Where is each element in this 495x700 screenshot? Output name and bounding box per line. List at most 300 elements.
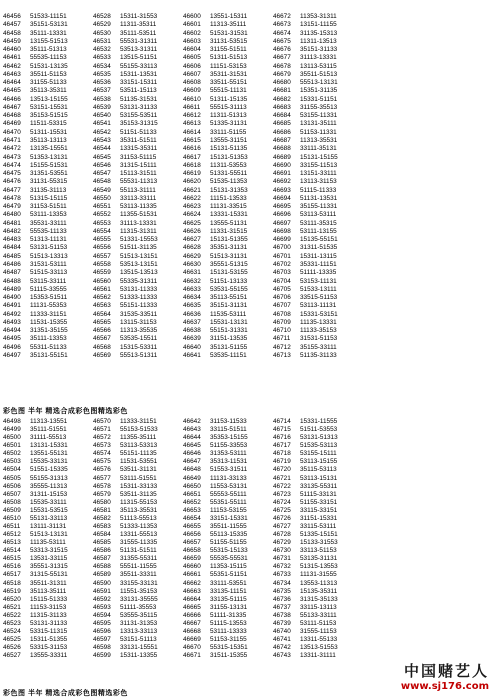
result-code: 11333-31151 [30,310,67,318]
result-code: 55535-55531 [210,555,248,563]
result-code: 53131-11333 [120,285,158,293]
issue-number: 46676 [273,46,291,54]
table-row [3,442,492,450]
issue-number: 46715 [273,426,291,434]
result-code: 31153-11533 [210,418,247,425]
result-code: 11535-53111 [210,310,247,318]
issue-number: 46612 [183,112,201,120]
result-code: 53111-35315 [300,219,337,227]
table-row [3,261,492,269]
issue-number: 46699 [273,236,291,244]
issue-number: 46742 [273,644,291,652]
issue-number: 46552 [93,211,111,219]
result-code: 53113-53111 [300,211,337,219]
result-code: 31555-11153 [300,628,337,636]
result-code: 53113-53313 [120,442,158,450]
issue-number: 46589 [93,571,111,579]
issue-number: 46525 [3,636,21,644]
issue-number: 46484 [3,244,21,252]
result-code: 33113-51153 [300,547,337,555]
issue-number: 46647 [183,458,201,466]
issue-number: 46672 [273,13,291,20]
result-code: 15115-51333 [30,595,68,603]
table-row [3,335,492,343]
issue-number: 46697 [273,219,291,227]
issue-number: 46603 [183,37,201,45]
issue-number: 46490 [3,294,21,302]
issue-number: 46712 [273,343,291,351]
result-code: 53315-31153 [30,644,68,652]
result-code: 35113-35311 [30,87,67,95]
result-code: 53535-15511 [120,335,158,343]
issue-number: 46601 [183,21,201,29]
issue-number: 46543 [93,136,111,144]
table-row [3,515,492,523]
issue-number: 46508 [3,498,21,506]
issue-number: 46666 [183,611,201,619]
issue-number: 46546 [93,161,111,169]
issue-number: 46611 [183,103,201,111]
result-code: 53113-11131 [300,302,337,310]
result-code: 53111-13333 [210,628,247,636]
result-code: 35111-51313 [30,46,67,54]
issue-number: 46723 [273,490,291,498]
result-code: 33111-35131 [300,145,337,153]
issue-number: 46657 [183,539,201,547]
issue-number: 46497 [3,351,21,359]
issue-number: 46721 [273,474,291,482]
issue-number: 46643 [183,426,201,434]
issue-number: 46500 [3,434,21,442]
issue-number: 46596 [93,628,111,636]
result-code: 55515-11131 [210,87,247,95]
result-code: 53511-31135 [120,490,157,498]
result-code: 51113-55513 [120,514,157,522]
issue-number: 46520 [3,595,21,603]
issue-number: 46692 [273,178,291,186]
issue-number: 46654 [183,514,201,522]
result-code: 11315-31311 [120,227,157,235]
issue-number: 46667 [183,619,201,627]
table-row [3,228,492,236]
issue-number: 46528 [93,13,111,20]
issue-number: 46581 [93,506,111,514]
issue-number: 46502 [3,450,21,458]
table-row [3,203,492,211]
result-code: 31155-51133 [30,79,67,87]
issue-number: 46498 [3,418,21,425]
issue-number: 46562 [93,294,111,302]
issue-number: 46533 [93,54,111,62]
issue-number: 46468 [3,112,21,120]
result-code: 31155-35513 [300,103,338,111]
result-code: 13513-15155 [30,95,68,103]
table-row [3,96,492,104]
result-code: 13311-55133 [300,636,338,644]
issue-number: 46720 [273,466,291,474]
issue-number: 46522 [3,611,21,619]
table-row [3,170,492,178]
result-code: 35111-13353 [30,335,67,343]
table-row [3,269,492,277]
result-code: 51115-33131 [300,490,337,498]
result-code: 11315-31133 [30,611,67,619]
table-row [3,475,492,483]
issue-number: 46646 [183,450,201,458]
result-code: 55315-15351 [210,644,248,652]
result-code: 31151-15331 [300,514,338,522]
result-code: 11151-53153 [210,62,247,70]
result-code: 55131-33113 [30,514,68,522]
issue-number: 46651 [183,490,201,498]
result-code: 35113-35531 [120,506,158,514]
result-code: 55535-11133 [30,227,67,235]
result-code: 51331-55511 [210,170,248,178]
result-code: 13151-11155 [300,21,337,29]
result-code: 53535-11151 [210,351,247,359]
issue-number: 46607 [183,70,201,78]
result-code: 51535-11353 [210,178,248,186]
issue-number: 46456 [3,13,21,20]
result-code: 11531-15355 [30,318,68,326]
result-code: 33131-35555 [120,595,158,603]
result-code: 31531-53111 [30,260,67,268]
result-code: 55153-51533 [120,426,158,434]
result-code: 31355-55311 [120,555,158,563]
result-code: 15113-31511 [120,170,157,178]
table-row [3,46,492,54]
table-row [3,327,492,335]
watermark-logo [401,660,489,692]
issue-number: 46549 [93,186,111,194]
result-code: 33131-15551 [120,644,158,652]
issue-number: 46693 [273,186,291,194]
issue-number: 46557 [93,252,111,260]
issue-number: 46736 [273,595,291,603]
issue-number: 46595 [93,619,111,627]
result-code: 55513-13131 [300,79,338,87]
issue-number: 46485 [3,252,21,260]
table-row [3,426,492,434]
issue-number: 46534 [93,62,111,70]
result-code: 51511-53553 [300,426,338,434]
issue-number: 46599 [93,652,111,660]
issue-number: 46702 [273,260,291,268]
issue-number: 46460 [3,46,21,54]
table-row [3,523,492,531]
section-separator-2: 彩色图 半年 精选合成彩色图精选彩色 [3,690,128,697]
issue-number: 46695 [273,203,291,211]
table-row [3,195,492,203]
issue-number: 46547 [93,170,111,178]
issue-number: 46473 [3,153,21,161]
issue-number: 46592 [93,595,111,603]
issue-number: 46606 [183,62,201,70]
result-code: 11511-53315 [30,120,67,128]
issue-number: 46558 [93,260,111,268]
result-code: 53135-31131 [300,555,338,563]
issue-number: 46475 [3,170,21,178]
issue-number: 46626 [183,227,201,235]
result-code: 51151-51133 [120,128,157,136]
result-code: 55335-31311 [120,277,158,285]
result-code: 31151-13535 [210,335,248,343]
result-code: 31153-51511 [30,203,67,211]
issue-number: 46618 [183,161,201,169]
result-code: 35111-53511 [120,29,157,37]
result-code: 53115-33111 [30,277,67,285]
section-separator-1: 彩色图 半年 精选合成彩色图精选彩色 [3,408,128,415]
result-code: 55155-31313 [30,474,68,482]
issue-number: 46700 [273,244,291,252]
result-code: 13111-31131 [30,523,67,531]
issue-number: 46717 [273,442,291,450]
result-code: 15131-51135 [210,145,248,153]
result-code: 51311-51513 [210,54,248,62]
result-code: 13313-33113 [120,628,158,636]
issue-number: 46474 [3,161,21,169]
issue-number: 46630 [183,260,201,268]
issue-number: 46464 [3,79,21,87]
result-code: 53555-35115 [120,611,158,619]
issue-number: 46719 [273,458,291,466]
result-code: 55351-51151 [210,571,248,579]
issue-number: 46642 [183,418,201,425]
table-row [3,220,492,228]
issue-number: 46705 [273,285,291,293]
issue-number: 46696 [273,211,291,219]
issue-number: 46501 [3,442,21,450]
result-code: 53151-15531 [30,103,68,111]
result-code: 51333-11353 [120,523,158,531]
issue-number: 46567 [93,335,111,343]
result-code: 35155-33111 [300,343,337,351]
issue-number: 46684 [273,112,291,120]
result-code: 51533-11151 [30,13,67,20]
issue-number: 46645 [183,442,201,450]
issue-number: 46492 [3,310,21,318]
issue-number: 46650 [183,482,201,490]
lottery-table-bottom [3,418,492,660]
result-code: 31131-53515 [210,37,248,45]
result-code: 15311-13355 [120,652,158,660]
result-code: 15535-33131 [30,458,68,466]
issue-number: 46570 [93,418,111,425]
issue-number: 46698 [273,227,291,235]
result-code: 55531-11313 [120,178,158,186]
result-code: 11313-35531 [300,136,338,144]
issue-number: 46614 [183,128,201,136]
result-code: 53153-11131 [300,277,337,285]
result-code: 35111-13331 [30,29,67,37]
result-code: 55311-51133 [30,343,67,351]
result-code: 33115-53111 [300,523,337,531]
issue-number: 46548 [93,178,111,186]
issue-number: 46675 [273,37,291,45]
issue-number: 46604 [183,46,201,54]
result-code: 11353-31311 [300,13,337,20]
issue-number: 46487 [3,269,21,277]
result-code: 35151-31133 [300,46,338,54]
issue-number: 46521 [3,603,21,611]
issue-number: 46602 [183,29,201,37]
result-code: 35151-53131 [30,21,68,29]
result-code: 35511-33311 [120,571,157,579]
result-code: 31311-15153 [30,490,68,498]
issue-number: 46598 [93,644,111,652]
watermark-url: www.sj176.com [400,681,489,692]
issue-number: 46559 [93,269,111,277]
issue-number: 46687 [273,136,291,144]
result-code: 51513-13131 [30,531,68,539]
issue-number: 46726 [273,514,291,522]
issue-number: 46659 [183,555,201,563]
result-code: 11151-13533 [210,194,247,202]
issue-number: 46639 [183,335,201,343]
table-row [3,129,492,137]
issue-number: 46628 [183,244,201,252]
result-code: 53155-53511 [120,112,158,120]
table-row [3,79,492,87]
issue-number: 46709 [273,318,291,326]
issue-number: 46472 [3,145,21,153]
issue-number: 46530 [93,29,111,37]
result-code: 15531-53515 [30,506,68,514]
table-row [3,87,492,95]
issue-number: 46608 [183,79,201,87]
result-code: 55151-11333 [120,302,158,310]
result-code: 31535-33511 [120,310,158,318]
result-code: 33115-51511 [210,426,247,434]
result-code: 35111-51551 [30,426,67,434]
issue-number: 46678 [273,62,291,70]
issue-number: 46499 [3,426,21,434]
result-code: 11131-33515 [210,203,247,211]
issue-number: 46569 [93,351,111,359]
result-code: 31531-51153 [300,335,338,343]
table-row [3,483,492,491]
issue-number: 46622 [183,194,201,202]
issue-number: 46480 [3,211,21,219]
result-code: 51531-31531 [210,29,248,37]
result-code: 35153-51515 [30,112,68,120]
result-code: 31113-13331 [300,54,337,62]
table-row [3,636,492,644]
issue-number: 46583 [93,523,111,531]
issue-number: 46680 [273,79,291,87]
table-row [3,539,492,547]
result-code: 53111-51153 [300,619,337,627]
result-code: 33135-51115 [210,595,247,603]
result-code: 53513-31311 [120,46,158,54]
result-code: 55531-31311 [120,37,158,45]
result-code: 53315-11315 [30,628,68,636]
issue-number: 46579 [93,490,111,498]
issue-number: 46640 [183,343,201,351]
issue-number: 46555 [93,236,111,244]
result-code: 35351-31131 [210,244,248,252]
result-code: 35151-31131 [210,302,248,310]
issue-number: 46685 [273,120,291,128]
table-row [3,21,492,29]
result-code: 15311-33133 [120,482,158,490]
result-code: 15311-13531 [120,70,158,78]
issue-number: 46713 [273,351,291,359]
result-code: 35511-51153 [30,70,67,78]
issue-number: 46722 [273,482,291,490]
issue-number: 46483 [3,236,21,244]
table-row [3,187,492,195]
result-code: 35131-55151 [30,351,68,359]
table-row [3,302,492,310]
result-code: 11353-15115 [210,563,247,571]
issue-number: 46550 [93,194,111,202]
issue-number: 46714 [273,418,291,425]
issue-number: 46584 [93,531,111,539]
result-code: 55315-15133 [210,547,248,555]
result-code: 15315-53311 [120,343,158,351]
issue-number: 46571 [93,426,111,434]
issue-number: 46711 [273,335,291,343]
issue-number: 46477 [3,186,21,194]
result-code: 51551-15335 [30,466,68,474]
issue-number: 46458 [3,29,21,37]
result-code: 11355-35111 [120,434,157,442]
result-code: 53111-51551 [120,474,157,482]
result-code: 15535-33111 [30,498,67,506]
issue-number: 46716 [273,434,291,442]
issue-number: 46732 [273,563,291,571]
issue-number: 46465 [3,87,21,95]
result-code: 53155-15111 [300,450,337,458]
issue-number: 46461 [3,54,21,62]
result-code: 13131-35111 [300,120,337,128]
result-code: 53511-31131 [120,466,157,474]
issue-number: 46683 [273,103,291,111]
result-code: 51513-13313 [30,252,68,260]
result-code: 55151-11135 [120,450,157,458]
table-row [3,580,492,588]
issue-number: 46504 [3,466,21,474]
result-code: 11313-35535 [120,327,158,335]
issue-number: 46575 [93,458,111,466]
issue-number: 46588 [93,563,111,571]
issue-number: 46674 [273,29,291,37]
result-code: 51353-13131 [30,153,68,161]
issue-number: 46476 [3,178,21,186]
result-code: 51315-13553 [300,563,338,571]
table-row [3,294,492,302]
result-code: 51335-31131 [210,120,248,128]
issue-number: 46471 [3,136,21,144]
issue-number: 46733 [273,571,291,579]
result-code: 33511-55151 [210,79,248,87]
issue-number: 46689 [273,153,291,161]
issue-number: 46620 [183,178,201,186]
result-code: 31131-55315 [30,178,68,186]
result-code: 53155-11331 [300,112,338,120]
issue-number: 46609 [183,87,201,95]
result-code: 51155-51155 [210,539,247,547]
issue-number: 46627 [183,236,201,244]
table-row [3,434,492,442]
result-code: 13553-11313 [300,579,338,587]
issue-number: 46669 [183,636,201,644]
table-row [3,145,492,153]
result-code: 51331-15553 [120,236,158,244]
issue-number: 46515 [3,555,21,563]
issue-number: 46470 [3,128,21,136]
